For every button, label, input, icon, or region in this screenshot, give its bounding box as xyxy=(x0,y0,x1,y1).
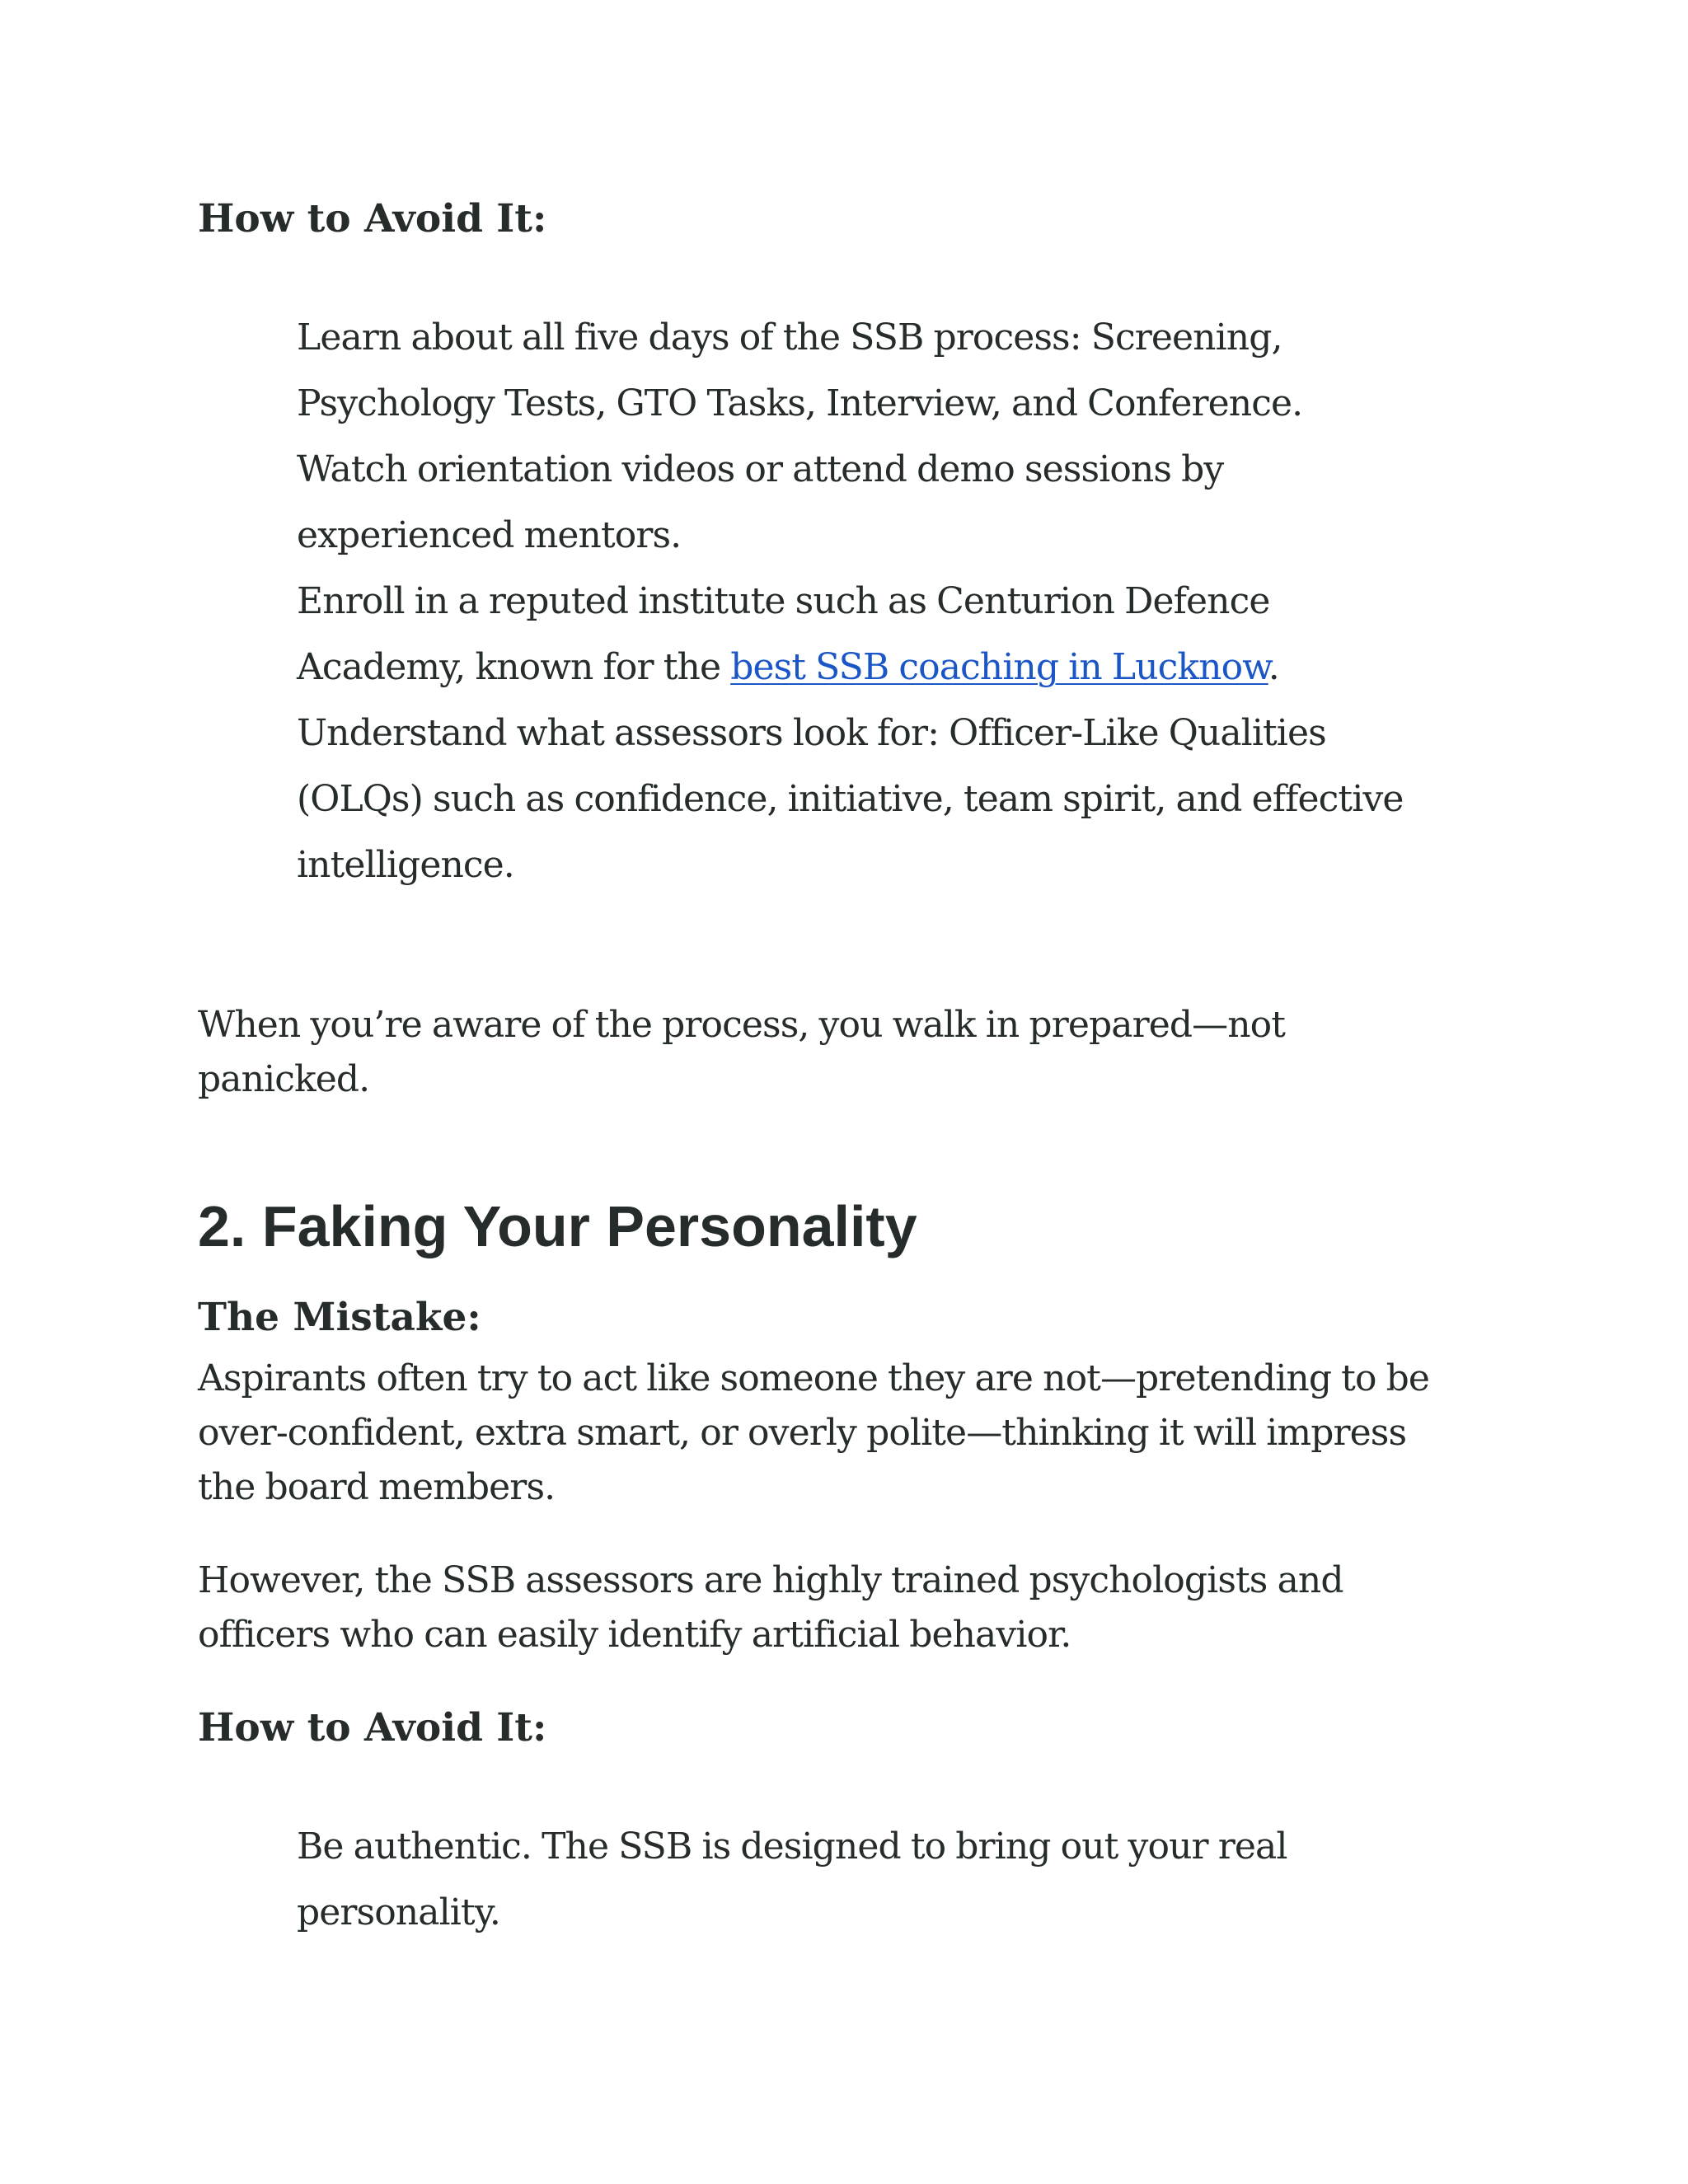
section2-mistake-paragraph xyxy=(198,1352,1500,1515)
ssb-coaching-lucknow-link[interactable]: best SSB coaching in Lucknow xyxy=(730,646,1268,688)
section2-avoid-heading: How to Avoid It: xyxy=(198,1705,547,1750)
paragraph-line: Aspirants often try to act like someone they are not—pretending to be xyxy=(198,1357,1430,1399)
paragraph-line: the board members. xyxy=(198,1466,556,1508)
section1-closing-paragraph xyxy=(198,998,1500,1107)
section2-avoid-list xyxy=(297,1814,1500,1946)
section2-heading: 2. Faking Your Personality xyxy=(198,1194,917,1258)
list-line: intelligence. xyxy=(297,844,514,886)
section1-avoid-list xyxy=(297,305,1500,898)
list-line: (OLQs) such as confidence, initiative, team spirit, and effective xyxy=(297,778,1404,820)
section2-mistake-heading: The Mistake: xyxy=(198,1295,481,1340)
section2-however-paragraph xyxy=(198,1554,1500,1662)
link-suffix-text: . xyxy=(1268,646,1279,688)
paragraph-line: When you’re aware of the process, you walk in prepared—not xyxy=(198,1004,1286,1046)
paragraph-line: over-confident, extra smart, or overly polite—thinking it will impress xyxy=(198,1412,1407,1454)
paragraph-line: However, the SSB assessors are highly trained psychologists and xyxy=(198,1559,1343,1601)
paragraph-line: panicked. xyxy=(198,1058,370,1100)
list-line: experienced mentors. xyxy=(297,514,682,556)
list-line: Psychology Tests, GTO Tasks, Interview, and Conference. xyxy=(297,382,1303,424)
list-line: Understand what assessors look for: Officer-Like Qualities xyxy=(297,712,1326,754)
link-prefix-text: Academy, known for the xyxy=(297,646,731,688)
list-line: Learn about all five days of the SSB process: Screening, xyxy=(297,316,1282,359)
list-line: Watch orientation videos or attend demo sessions by xyxy=(297,448,1224,490)
list-line: personality. xyxy=(297,1891,500,1933)
section1-avoid-heading: How to Avoid It: xyxy=(198,196,547,241)
list-line-with-link xyxy=(297,635,1500,701)
paragraph-line: officers who can easily identify artificial behavior. xyxy=(198,1614,1071,1656)
list-line: Enroll in a reputed institute such as Centurion Defence xyxy=(297,580,1270,622)
list-line: Be authentic. The SSB is designed to bring out your real xyxy=(297,1825,1287,1868)
